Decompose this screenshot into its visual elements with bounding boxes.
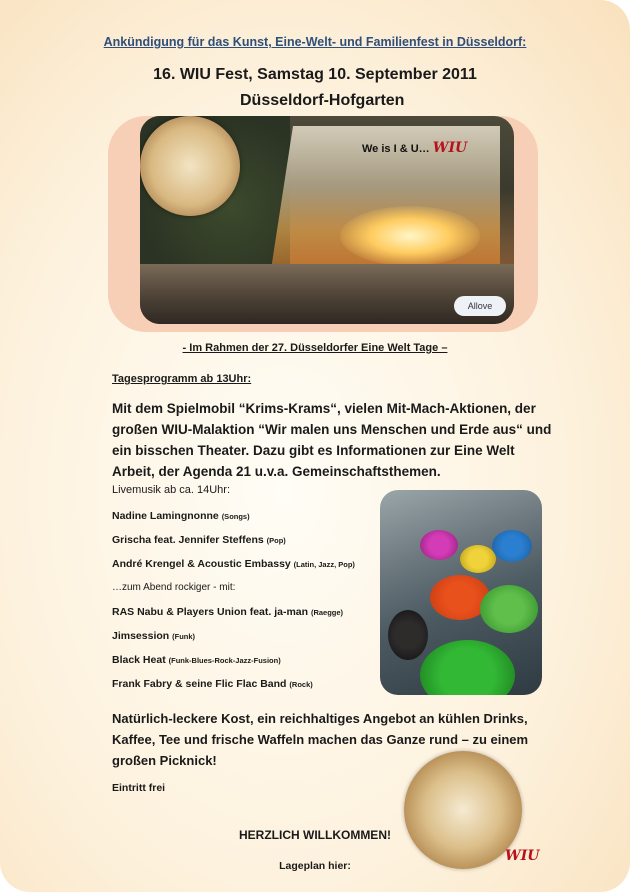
subtitle: - Im Rahmen der 27. Düsseldorfer Eine Welt Tage – [182,342,448,354]
paint-pot [492,530,532,562]
lineup-item: RAS Nabu & Players Union feat. ja-man (Raegge) [112,606,344,618]
live-music-heading: Livemusik ab ca. 14Uhr: [112,484,230,496]
paint-pot [460,545,496,573]
food-info: Natürlich-leckere Kost, ein reichhaltiges Angebot an kühlen Drinks, Kaffee, Tee und frische Waffeln machen das Ganze rund – zu einem großen Picknick! [112,711,529,768]
allove-badge: Allove [454,296,506,316]
photo-caption [362,140,467,156]
lineup-item: Nadine Lamingnonne (Songs) [112,510,250,522]
event-location: Düsseldorf-Hofgarten [240,92,405,109]
wiu-logo: WIU [432,140,468,156]
announcement: Ankündigung für das Kunst, Eine-Welt- und Familienfest in Düsseldorf: [103,35,527,49]
paint-pot [420,530,458,560]
lineup-item: Jimsession (Funk) [112,630,196,642]
lineup-item: Frank Fabry & seine Flic Flac Band (Rock) [112,678,313,690]
paint-pots-photo [380,490,542,695]
map-link[interactable]: Lageplan hier: [279,860,351,872]
program-heading: Tagesprogramm ab 13Uhr: [112,373,252,385]
crowd [140,264,514,324]
paint-pot [388,610,428,660]
lineup-item: Grischa feat. Jennifer Steffens (Pop) [112,534,286,546]
festival-stage-photo [140,116,514,324]
paint-pot [420,640,515,695]
photo-caption-text: We is I & U… [362,143,430,155]
wiu-logo-bottom: WIU [505,848,540,864]
paint-pot [480,585,538,633]
entry-info: Eintritt frei [112,782,166,794]
event-title: 16. WIU Fest, Samstag 10. September 2011 [153,66,477,83]
program-intro: Mit dem Spielmobil “Krims-Krams“, vielen Mit-Mach-Aktionen, der großen WIU-Malaktion “Wir malen uns Menschen und Erde aus“ und ein bisschen Theater. Dazu gibt es Informationen zur Eine Welt Arbeit, der Agenda 21 u.v.a. Gemeinschaftsthemen. [112,401,552,479]
lineup-item: Black Heat (Funk-Blues-Rock-Jazz-Fusion) [112,654,281,666]
stage-lights [340,206,480,266]
welcome-text: HERZLICH WILLKOMMEN! [239,828,391,842]
lineup-note: …zum Abend rockiger - mit: [112,582,236,593]
lineup-item: André Krengel & Acoustic Embassy (Latin, Jazz, Pop) [112,558,355,570]
globe-emblem-icon [140,116,240,216]
lineup-list [112,510,382,702]
